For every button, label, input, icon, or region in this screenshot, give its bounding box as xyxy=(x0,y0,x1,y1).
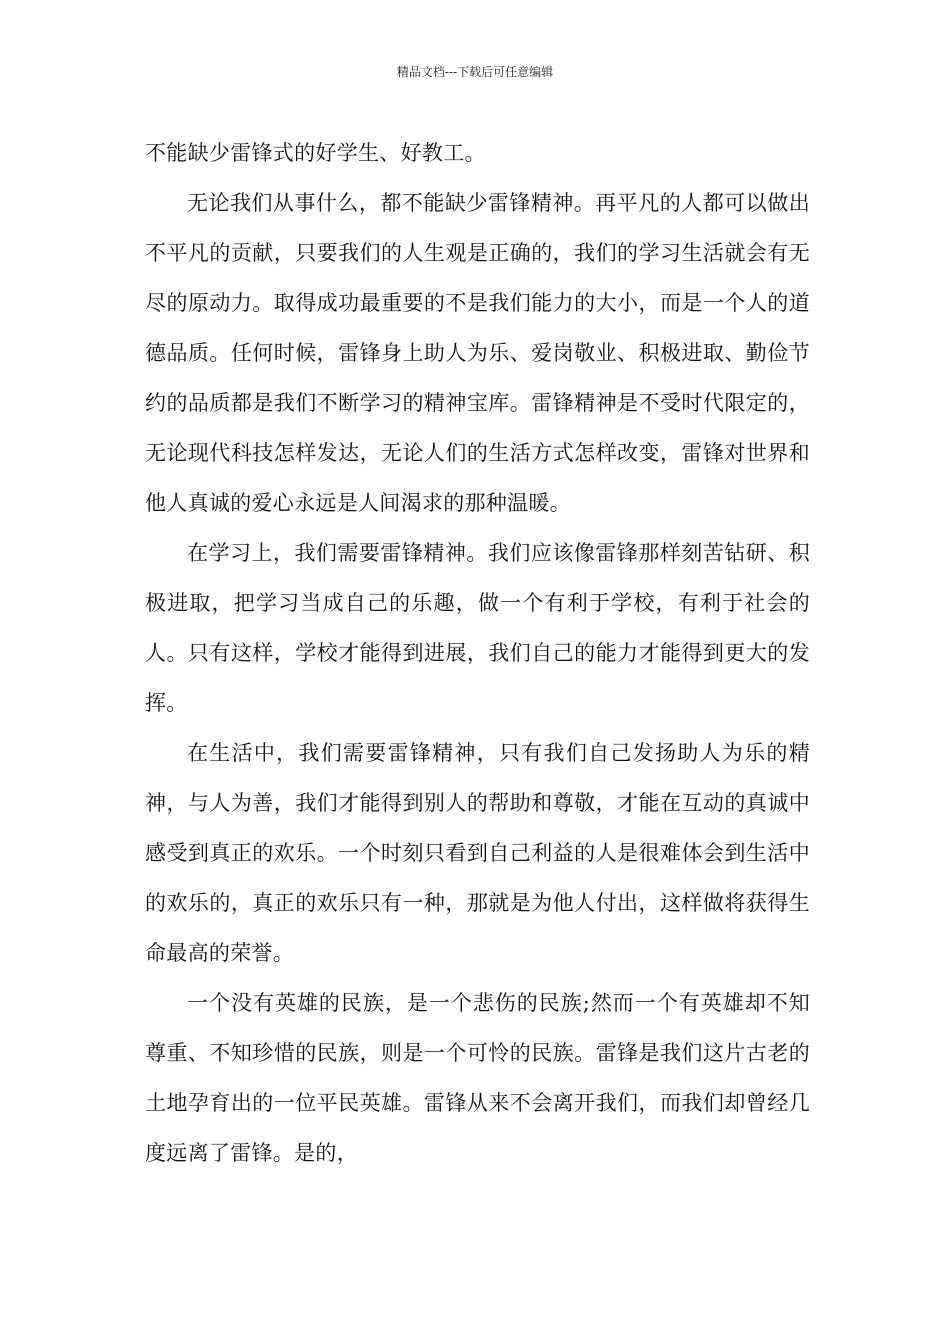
page-header: 精品文档---下载后可任意编辑 xyxy=(396,65,554,79)
paragraph-3: 在学习上，我们需要雷锋精神。我们应该像雷锋那样刻苦钻研、积极进取，把学习当成自己的乐趣，做一个有利于学校，有利于社会的人。只有这样，学校才能得到进展，我们自己的能力才能得到更大的发挥。 xyxy=(145,541,810,715)
paragraph-5: 一个没有英雄的民族，是一个悲伤的民族;然而一个有英雄却不知尊重、不知珍惜的民族，则是一个可怜的民族。雷锋是我们这片古老的土地孕育出的一位平民英雄。雷锋从来不会离开我们，而我们却曾经几度远离了雷锋。是的， xyxy=(145,991,810,1165)
paragraph-4: 在生活中，我们需要雷锋精神，只有我们自己发扬助人为乐的精神，与人为善，我们才能得到别人的帮助和尊敬，才能在互动的真诚中感受到真正的欢乐。一个时刻只看到自己利益的人是很难体会到生活中的欢乐的，真正的欢乐只有一种，那就是为他人付出，这样做将获得生命最高的荣誉。 xyxy=(145,741,810,965)
paragraph-2: 无论我们从事什么，都不能缺少雷锋精神。再平凡的人都可以做出不平凡的贡献，只要我们的人生观是正确的，我们的学习生活就会有无尽的原动力。取得成功最重要的不是我们能力的大小，而是一个人的道德品质。任何时候，雷锋身上助人为乐、爱岗敬业、积极进取、勤俭节约的品质都是我们不断学习的精神宝库。雷锋精神是不受时代限定的，无论现代科技怎样发达，无论人们的生活方式怎样改变，雷锋对世界和他人真诚的爱心永远是人间渴求的那种温暖。 xyxy=(145,191,810,515)
paragraph-1: 不能缺少雷锋式的好学生、好教工。 xyxy=(145,141,486,165)
document-body xyxy=(145,128,810,1178)
